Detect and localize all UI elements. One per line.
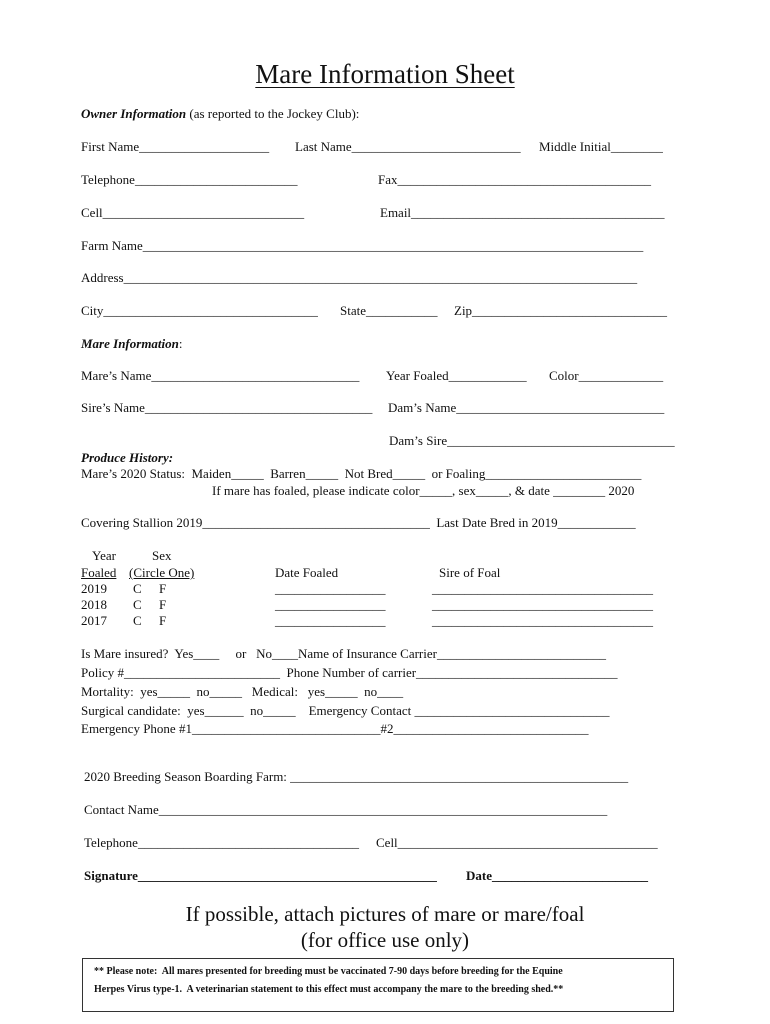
cell-field[interactable]: Cell_______________________________ [81, 205, 305, 220]
sires-name-field[interactable]: Sire’s Name___________________________________ [81, 400, 373, 415]
foaled-info-line[interactable]: If mare has foaled, please indicate color_____, sex_____, & date ________ 2020 [212, 483, 635, 498]
mortality-line[interactable]: Mortality: yes_____ no_____ Medical: yes_____ no____ [81, 684, 404, 699]
farm-name-field[interactable]: Farm Name_____________________________________________________________________________ [81, 238, 644, 253]
sex-colt-option[interactable]: C [133, 613, 142, 628]
note-line-2: Herpes Virus type-1. A veterinarian statement to this effect must accompany the mare to the breeding shed.** [94, 984, 564, 995]
year-foaled-field[interactable]: Year Foaled____________ [386, 368, 527, 383]
sex-colt-option[interactable]: C [133, 581, 142, 596]
status-line[interactable]: Mare’s 2020 Status: Maiden_____ Barren_____ Not Bred_____ or Foaling________________________ [81, 466, 642, 481]
owner-heading-note: (as reported to the Jockey Club): [186, 106, 360, 121]
email-field[interactable]: Email_______________________________________ [380, 205, 665, 220]
boarding-telephone-field[interactable]: Telephone__________________________________ [84, 835, 359, 850]
sex-filly-option[interactable]: F [159, 613, 167, 628]
col-sex-top: Sex [152, 548, 172, 563]
sire-of-foal-field[interactable]: __________________________________ [432, 613, 653, 628]
col-sex-circle: (Circle One) [129, 565, 195, 580]
first-name-field[interactable]: First Name____________________ [81, 139, 270, 154]
zip-field[interactable]: Zip______________________________ [454, 303, 668, 318]
middle-initial-field[interactable]: Middle Initial________ [539, 139, 663, 154]
covering-stallion-line[interactable]: Covering Stallion 2019___________________________________ Last Date Bred in 2019____________ [81, 515, 636, 530]
contact-name-line[interactable]: Contact Name_____________________________________________________________________ [84, 802, 608, 817]
sex-filly-option[interactable]: F [159, 597, 167, 612]
col-date-foaled: Date Foaled [275, 565, 339, 580]
sex-colt-option[interactable]: C [133, 597, 142, 612]
city-field[interactable]: City_________________________________ [81, 303, 318, 318]
note-line-1: ** Please note: All mares presented for breeding must be vaccinated 7-90 days before breeding for the Equine [94, 966, 563, 977]
address-field[interactable]: Address_______________________________________________________________________________ [81, 270, 638, 285]
produce-heading: Produce History: [81, 450, 174, 465]
sire-of-foal-field[interactable]: __________________________________ [432, 597, 653, 612]
sex-filly-option[interactable]: F [159, 581, 167, 596]
mare-heading-colon: : [178, 336, 183, 351]
color-field[interactable]: Color_____________ [549, 368, 664, 383]
dams-sire-field[interactable] [389, 433, 675, 449]
state-field[interactable]: State___________ [340, 303, 438, 318]
sire-of-foal-field[interactable]: __________________________________ [432, 581, 653, 596]
foal-year: 2017 [81, 613, 107, 628]
surgical-line[interactable]: Surgical candidate: yes______ no_____ Emergency Contact ______________________________ [81, 703, 610, 718]
mare-heading-line [81, 336, 183, 352]
boarding-cell-field[interactable]: Cell________________________________________ [376, 835, 658, 850]
attach-pictures-line: If possible, attach pictures of mare or mare/foal [185, 902, 585, 926]
fax-field[interactable]: Fax_______________________________________ [378, 172, 651, 187]
dams-sire-tail: ____ [648, 433, 675, 448]
date-foaled-field[interactable]: _________________ [275, 613, 386, 628]
mare-heading: Mare Information [81, 336, 179, 351]
dams-name-field[interactable] [388, 400, 664, 416]
boarding-farm-line[interactable]: 2020 Breeding Season Boarding Farm: ____________________________________________________ [84, 769, 629, 784]
dams-sire-label: Dam’s Sire_______________________________ [389, 433, 649, 448]
emergency-phone-line[interactable]: Emergency Phone #1_____________________________#2______________________________ [81, 721, 589, 736]
office-use-line: (for office use only) [300, 928, 470, 952]
date-foaled-field[interactable]: _________________ [275, 581, 386, 596]
col-year-top: Year [92, 548, 116, 563]
insured-line[interactable]: Is Mare insured? Yes____ or No____Name of Insurance Carrier__________________________ [81, 646, 606, 661]
col-sire-of-foal: Sire of Foal [439, 565, 501, 580]
last-name-field[interactable]: Last Name__________________________ [295, 139, 521, 154]
page-title: Mare Information Sheet [255, 59, 515, 89]
owner-heading: Owner Information [81, 106, 187, 121]
policy-line[interactable]: Policy #________________________ Phone Number of carrier_______________________________ [81, 665, 618, 680]
owner-heading-line [81, 106, 359, 122]
telephone-field[interactable]: Telephone_________________________ [81, 172, 298, 187]
signature-field[interactable]: Signature______________________________________________ [84, 868, 437, 883]
dams-name-tail: __ [651, 400, 665, 415]
mares-name-field[interactable]: Mare’s Name________________________________ [81, 368, 360, 383]
date-field[interactable]: Date________________________ [466, 868, 648, 883]
foal-year: 2018 [81, 597, 107, 612]
col-year-foaled: Foaled [81, 565, 117, 580]
foal-year: 2019 [81, 581, 107, 596]
dams-name-label: Dam’s Name______________________________ [388, 400, 652, 415]
date-foaled-field[interactable]: _________________ [275, 597, 386, 612]
